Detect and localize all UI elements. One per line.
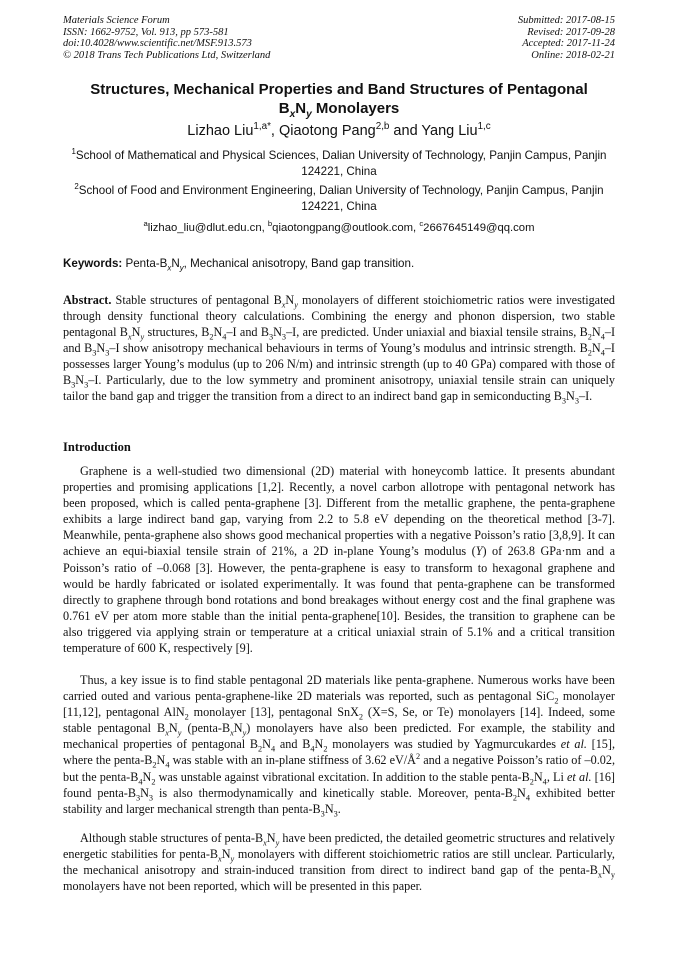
journal-copyright: © 2018 Trans Tech Publications Ltd, Switzerland <box>63 49 271 61</box>
intro-paragraph-3: Although stable structures of penta-$B_xN_y$ have been predicted, the detailed geometric structures and relatively energetic stabilities for penta-$B_xN_y$ monolayers with different stoichiometric ratios are still unclear. Particularly, the mechanical anisotropy and strain-induced transition from direct to indirect band gap of the penta-$B_xN_y$ monolayers have not been reported, which will be presented in this paper. <box>63 831 615 894</box>
affiliation-1: $^1$School of Mathematical and Physical Sciences, Dalian University of Technology, Panjin Campus, Panjin 124221, China <box>71 147 607 178</box>
affiliation-2: $^2$School of Food and Environment Engineering, Dalian University of Technology, Panjin Campus, Panjin 124221, China <box>74 182 604 213</box>
journal-info <box>63 15 270 61</box>
journal-doi: doi:10.4028/www.scientific.net/MSF.913.573 <box>63 38 252 50</box>
date-submitted: Submitted: 2017-08-15 <box>517 15 615 26</box>
journal-name: Materials Science Forum <box>63 15 170 26</box>
date-online: Online: 2018-02-21 <box>531 49 615 61</box>
keywords: Keywords: Penta-$B_xN_y$, Mechanical anisotropy, Band gap transition. <box>63 257 415 273</box>
publication-dates <box>518 15 615 61</box>
title-line-2: $B_xN_y$ Monolayers <box>278 100 400 120</box>
paper-title <box>60 80 618 118</box>
journal-issn: ISSN: 1662-9752, Vol. 913, pp 573-581 <box>63 26 229 38</box>
intro-paragraph-1: Graphene is a well-studied two dimensional (2D) material with honeycomb lattice. It presents abundant properties and promising applications [1,2]. Recently, a novel carbon allotrope with pentagonal network has been proposed, which is called penta-graphene [3]. Different from the metallic graphene, the penta-graphene exhibits a large indirect band gap, varying from 2.2 to 5.8 eV depending on the theoretical method [3-7]. Meanwhile, penta-graphene also shows good mechanical properties with a negative Poisson’s ratio [3,8,9]. It can achieve an equi-biaxial tensile strain of 21%, a 2D in-plane Young’s modulus (Y) of 263.8 GPa·nm and a Poisson’s ratio of –0.068 [3]. However, the penta-graphene is easy to transform to hexagonal graphene and would be hardly fabricated or isolated experimentally. It was found that penta-graphene can be transformed directly to graphene through bond rotations and bond breakages without energy cost and the final graphene was 0.761 eV per atom more stable than the initial penta-graphene[10]. Besides, the transition to graphene can be also triggered via applying strain or temperature at a critical uniaxial strain of 5.1% and a critical transition temperature of 600 K, respectively [9]. <box>63 464 615 656</box>
abstract: Abstract. Stable structures of pentagonal $B_xN_y$ monolayers of different stoichiometric ratios were investigated through density functional theory calculations. Combining the energy and phonon dispersion, two stable pentagonal $B_xN_y$ structures, $B_2N_4-I$ and $B_3N_3-I$, are predicted. Under uniaxial and biaxial tensile strains, $B_2N_4-I$ and $B_3N_3-I$ show anisotropy mechanical behaviours in terms of Young’s modulus and intrinsic strength. $B_2N_4-I$ possesses larger Young’s modulus (up to 206 N/m) and intrinsic strength (up to 40 GPa) compared with those of $B_3N_3-I$. Particularly, due to the low symmetry and prominent anisotropy, uniaxial tensile strain can uniquely tailor the band gap and trigger the transition from a direct to an indirect band gap in semiconducting $B_3N_3-I$. <box>63 293 615 406</box>
intro-paragraph-2: Thus, a key issue is to find stable pentagonal 2D materials like penta-graphene. Numerous works have been carried outed and various penta-graphene-like 2D materials was reported, such as pentagonal SiC$_2$ monolayer [11,12], pentagonal AlN$_2$ monolayer [13], pentagonal SnX$_2$ (X=S, Se, or Te) monolayers [14]. Indeed, some stable pentagonal $B_xN_y$ $(penta-B_xN_y)$ monolayers have also been predicted. For example, the stability and mechanical properties of pentagonal $B_2N_4$ and $B_4N_2$ monolayers was studied by Yagmurcukardes et al. [15], where the penta-$B_2N_4$ was stable with an in-plane stiffness of 3.62 $eV/Å^2$ and a negative Poisson’s ratio of –0.02, but the penta-$B_4N_2$ was unstable against vibrational excitation. In addition to the stable penta-$B_2N_4$, Li et al. [16] found penta-$B_3N_3$ is also thermodynamically and kinetically stable. Moreover, penta-$B_2N_4$ exhibited better stability and larger mechanical strength than penta-$B_3N_3$. <box>63 673 616 819</box>
title-line-1: Structures, Mechanical Properties and Band Structures of Pentagonal <box>90 81 588 98</box>
date-accepted: Accepted: 2017-11-24 <box>522 38 615 50</box>
section-heading-introduction: Introduction <box>63 440 131 454</box>
date-revised: Revised: 2017-09-28 <box>527 26 615 38</box>
author-list: Lizhao Liu$^{1,a*}$, Qiaotong Pang$^{2,b}$ and Yang Liu$^{1,c}$ <box>187 121 491 139</box>
author-emails: $^a$lizhao_liu@dlut.edu.cn, $^b$qiaotongpang@outlook.com, $^c$2667645149@qq.com <box>143 219 535 234</box>
